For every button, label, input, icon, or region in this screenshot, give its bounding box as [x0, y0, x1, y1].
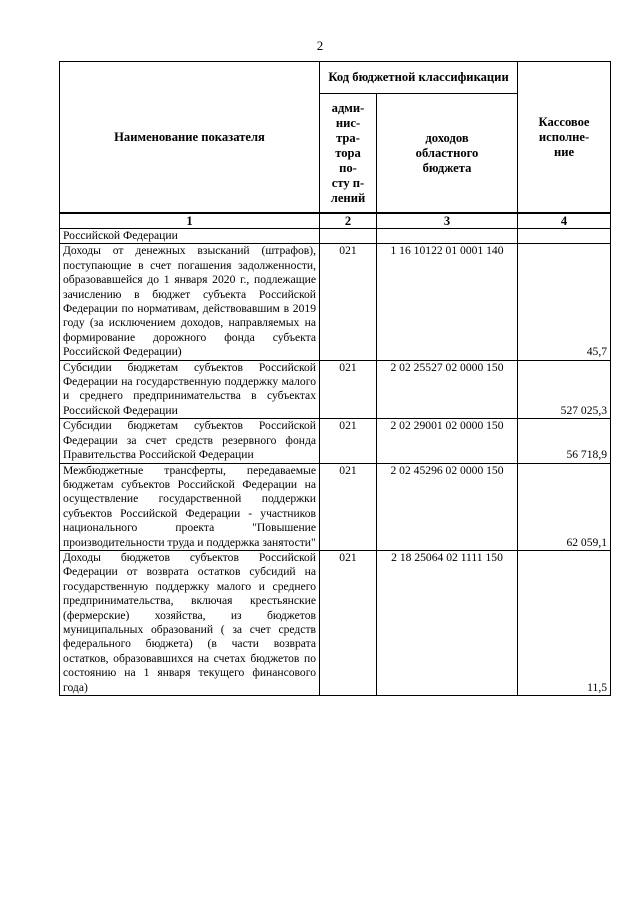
administrator-code: 021: [320, 419, 377, 463]
column-number-2: 2: [320, 213, 377, 229]
administrator-code: 021: [320, 463, 377, 550]
header-regional-revenue: доходов областного бюджета: [377, 94, 518, 214]
table-row: [60, 419, 611, 463]
header-indicator-name: Наименование показателя: [60, 62, 320, 214]
indicator-name: Субсидии бюджетам субъектов Российской Федерации за счет средств резервного фонда Правительства Российской Федерации: [60, 419, 320, 463]
cash-amount: 527 025,3: [518, 360, 611, 419]
cash-amount: 45,7: [518, 244, 611, 360]
column-number-row: [60, 213, 611, 229]
table-row: [60, 360, 611, 419]
administrator-code: 021: [320, 550, 377, 695]
page-number: 2: [316, 38, 324, 53]
cash-amount: 62 059,1: [518, 463, 611, 550]
indicator-name: Межбюджетные трансферты, передаваемые бюджетам субъектов Российской Федерации на осуществление государственной поддержки субъектов Российской Федерации - участников национального проекта "Повышение производительности труда и поддержка занятости": [60, 463, 320, 550]
continuation-text: Российской Федерации: [60, 229, 320, 244]
revenue-code: 2 02 25527 02 0000 150: [377, 360, 518, 419]
column-number-1: 1: [60, 213, 320, 229]
column-number-4: 4: [518, 213, 611, 229]
continuation-row: [60, 229, 611, 244]
indicator-name: Доходы от денежных взысканий (штрафов), поступающие в счет погашения задолженности, образовавшейся до 1 января 2020 г., подлежащие зачислению в бюджет субъекта Российской Федерации по нормативам, действовавшим в 2019 году (за исключением доходов, направляемых на формирование дорожного фонда субъекта Российской Федерации): [60, 244, 320, 360]
revenue-code: 1 16 10122 01 0001 140: [377, 244, 518, 360]
table-row: [60, 550, 611, 695]
revenue-code: 2 18 25064 02 1111 150: [377, 550, 518, 695]
cash-amount: 11,5: [518, 550, 611, 695]
cash-amount: 56 718,9: [518, 419, 611, 463]
table-row: [60, 463, 611, 550]
header-row-1: [60, 62, 611, 94]
indicator-name: Доходы бюджетов субъектов Российской Федерации от возврата остатков субсидий на государственную поддержку малого и среднего предпринимательства, включая крестьянские (фермерские) хозяйства, из бюджетов муниципальных образований ( за счет средств федерального бюджета) (в части возврата остатков, образовавшихся на счетах бюджетов по состоянию на 1 января текущего финансового года): [60, 550, 320, 695]
budget-revenue-table: [59, 61, 611, 696]
administrator-code: 021: [320, 244, 377, 360]
administrator-code: 021: [320, 360, 377, 419]
revenue-code: 2 02 29001 02 0000 150: [377, 419, 518, 463]
header-budget-code-group: Код бюджетной классификации: [320, 62, 518, 94]
indicator-name: Субсидии бюджетам субъектов Российской Федерации на государственную поддержку малого и среднего предпринимательства в субъектах Российской Федерации: [60, 360, 320, 419]
revenue-code: 2 02 45296 02 0000 150: [377, 463, 518, 550]
header-administrator: адми- нис- тра- тора по- сту п- лений: [320, 94, 377, 214]
table-row: [60, 244, 611, 360]
column-number-3: 3: [377, 213, 518, 229]
header-cash-execution: Кассовое исполне- ние: [518, 62, 611, 214]
